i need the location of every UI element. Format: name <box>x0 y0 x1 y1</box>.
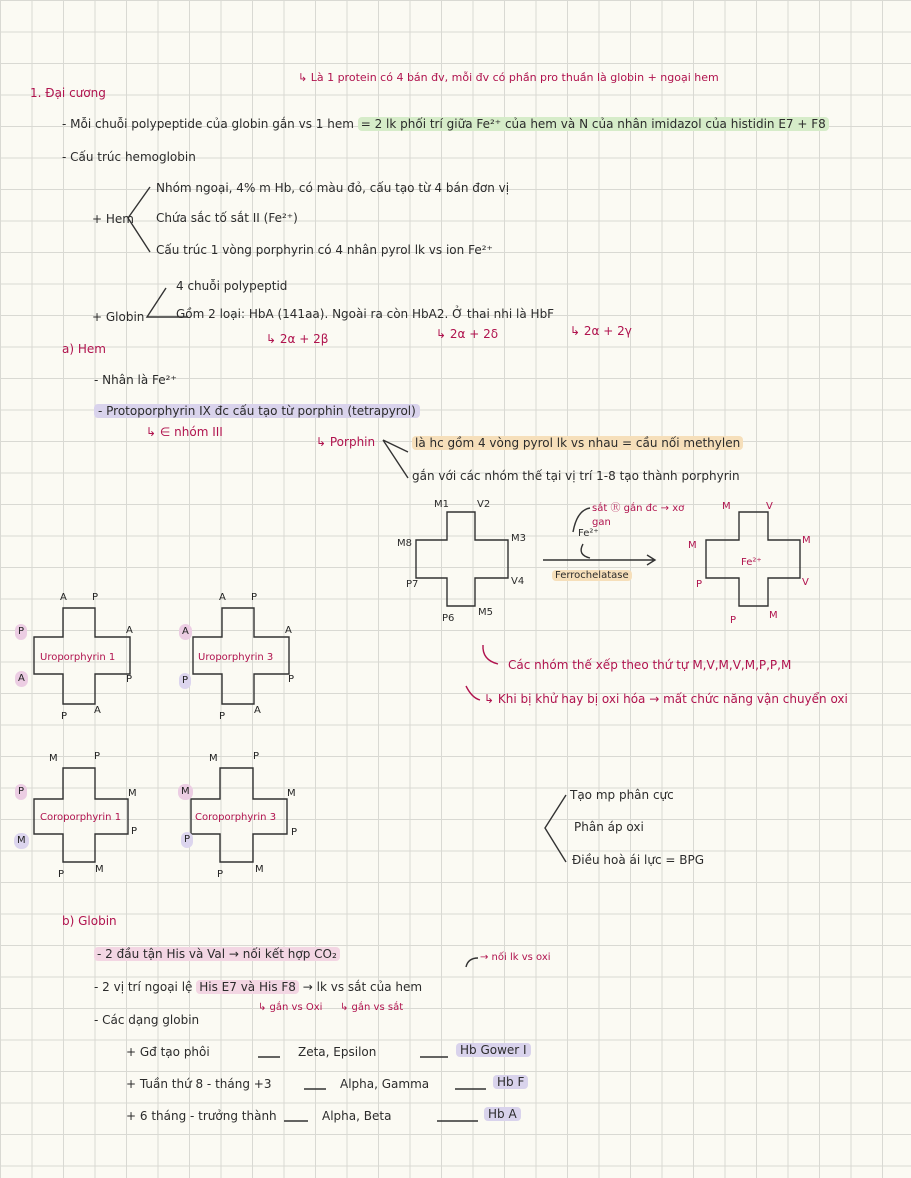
copro3-l5: M <box>255 864 264 875</box>
copro1-l3: M <box>128 788 137 799</box>
hem-a2-sub: ↳ ∈ nhóm III <box>146 425 223 439</box>
rcross-8: M <box>688 540 697 551</box>
uro3-l5: A <box>254 705 261 716</box>
hem-item-1: Nhóm ngoại, 4% m Hb, có màu đỏ, cấu tạo từ 4 bán đơn vị <box>156 181 510 195</box>
enzyme <box>552 569 632 583</box>
lcross-m3: M3 <box>511 533 526 544</box>
fe-label: Fe²⁺ <box>578 528 599 539</box>
section-title-hem: a) Hem <box>62 342 106 356</box>
porphin-line-1-text: là hc gồm 4 vòng pyrol lk vs nhau = cầu nối methylen <box>412 436 743 450</box>
uro1-l3: A <box>126 625 133 636</box>
rcross-4: V <box>802 577 809 588</box>
lcross-p7: P7 <box>406 579 419 590</box>
line1-a: Mỗi chuỗi polypeptide của globin gắn vs 1 hem <box>70 117 354 131</box>
glb2-pre: - 2 vị trí ngoại lệ <box>94 980 193 994</box>
rcross-3: M <box>802 535 811 546</box>
form-3-hb <box>484 1107 521 1121</box>
uro1-l8: P <box>15 624 27 640</box>
uro1-l5: A <box>94 705 101 716</box>
copro1-l2: P <box>94 751 101 762</box>
bpg-brace <box>545 795 566 862</box>
globin-label: + Globin <box>92 310 145 324</box>
copro1-l8: P <box>15 784 27 800</box>
enzyme-name: Ferrochelatase <box>552 570 632 581</box>
copro1-name: Coroporphyrin 1 <box>40 812 122 823</box>
form-1-chains: Zeta, Epsilon <box>298 1045 377 1059</box>
uro1-l6: P <box>61 711 68 722</box>
copro3-l3: M <box>287 788 296 799</box>
glb2-up: → nối lk vs oxi <box>480 952 551 963</box>
uro1-l2: P <box>92 592 99 603</box>
uro3-l8: A <box>179 624 192 640</box>
form-3-chains: Alpha, Beta <box>322 1109 392 1123</box>
copro1-l7: M <box>14 833 29 849</box>
uro3-l3: A <box>285 625 292 636</box>
glb2-sub1: ↳ gắn vs Oxi <box>258 1002 323 1013</box>
porphin-brace <box>383 440 408 478</box>
form-3-hb-text: Hb A <box>484 1107 521 1121</box>
hem-item-2: Chứa sắc tố sắt II (Fe²⁺) <box>156 211 298 225</box>
copro3-l2: P <box>253 751 260 762</box>
glb2-sub2: ↳ gắn vs sắt <box>340 1002 404 1013</box>
form-2-chains: Alpha, Gamma <box>340 1077 430 1091</box>
bpg-item-2: Phân áp oxi <box>574 820 644 834</box>
copro3-l8: M <box>178 784 193 800</box>
copro3-l7: P <box>181 832 193 848</box>
rcross-2: V <box>766 501 773 512</box>
hem-item-3: Cấu trúc 1 vòng porphyrin có 4 nhân pyrol lk vs ion Fe²⁺ <box>156 243 493 257</box>
form-2-hb <box>493 1075 528 1089</box>
hem-label: + Hem <box>92 212 134 226</box>
lcross-m5: M5 <box>478 607 493 618</box>
section-title-overview: 1. Đại cương <box>30 86 106 100</box>
porphin-cross-left <box>416 512 508 606</box>
form-3-stage: + 6 tháng - trưởng thành <box>126 1109 277 1123</box>
copro3-l4: P <box>291 827 298 838</box>
uro3-l7: P <box>179 673 191 689</box>
copro1-l5: M <box>95 864 104 875</box>
form-2-hb-text: Hb F <box>493 1075 528 1089</box>
section-title-globin: b) Globin <box>62 914 117 928</box>
lcross-m1: M1 <box>434 499 449 510</box>
hem-a1: - Nhân là Fe²⁺ <box>94 373 177 387</box>
porphin-line-1 <box>412 436 743 450</box>
hem-a2 <box>94 404 420 418</box>
copro3-name: Coroporphyrin 3 <box>195 812 277 823</box>
uro1-l1: A <box>60 592 67 603</box>
fe-note: sắt Ⓡ gắn đc → xơ gan <box>592 503 685 528</box>
globin-item-1: 4 chuỗi polypeptid <box>176 279 288 293</box>
copro1-l6: P <box>58 869 65 880</box>
porphin-line-2: gắn với các nhóm thế tại vị trí 1-8 tạo thành porphyrin <box>412 469 740 483</box>
copro3-l6: P <box>217 869 224 880</box>
uro3-l1: A <box>219 592 226 603</box>
line1: - Mỗi chuỗi polypeptide của globin gắn vs 1 hem = 2 lk phối trí giữa Fe²⁺ của hem và N của nhân imidazol của histidin E7 + F8 <box>62 117 829 131</box>
rcross-7: P <box>696 579 703 590</box>
form-2-stage: + Tuần thứ 8 - tháng +3 <box>126 1077 272 1091</box>
form-1-hb-text: Hb Gower I <box>456 1043 531 1057</box>
copro3-l1: M <box>209 753 218 764</box>
glb2-post: → lk vs sắt của hem <box>302 980 423 994</box>
lcross-p6: P6 <box>442 613 455 624</box>
bpg-item-3: Điều hoà ái lực = BPG <box>572 853 705 867</box>
note-top: ↳ Là 1 protein có 4 bán đv, mỗi đv có phần pro thuần là globin + ngoại hem <box>298 71 719 84</box>
copro1-l4: P <box>131 826 138 837</box>
uro1-l7: A <box>15 671 28 687</box>
rcross-5: M <box>769 610 778 621</box>
uro1-name: Uroporphyrin 1 <box>40 652 116 663</box>
line1-b: = 2 lk phối trí giữa Fe²⁺ của hem và N của nhân imidazol của histidin E7 + F8 <box>358 117 829 131</box>
uro3-name: Uroporphyrin 3 <box>198 652 274 663</box>
uro3-l6: P <box>219 711 226 722</box>
copro1-l1: M <box>49 753 58 764</box>
uro1-l4: P <box>126 674 133 685</box>
bpg-item-1: Tạo mp phân cực <box>570 788 674 802</box>
globin-item-2: Gồm 2 loại: HbA (141aa). Ngoài ra còn HbA2. Ở thai nhi là HbF <box>176 307 555 321</box>
glb2 <box>94 980 422 994</box>
line2: - Cấu trúc hemoglobin <box>62 150 196 164</box>
order-note: Các nhóm thế xếp theo thứ tự M,V,M,V,M,P,P,M <box>508 658 792 672</box>
glb2-hl: His E7 và His F8 <box>196 980 299 994</box>
lcross-v4: V4 <box>511 576 525 587</box>
form-1-hb <box>456 1043 531 1057</box>
reaction-arrow <box>543 555 655 565</box>
glb1 <box>94 947 340 961</box>
uro3-l4: P <box>288 674 295 685</box>
rcross-6: P <box>730 615 737 626</box>
globin-sub-2: ↳ 2α + 2δ <box>436 327 499 341</box>
globin-sub-1: ↳ 2α + 2β <box>266 332 329 346</box>
globin-sub-3: ↳ 2α + 2γ <box>570 324 632 338</box>
rcross-1: M <box>722 501 731 512</box>
oxi-note: ↳ Khi bị khử hay bị oxi hóa → mất chức năng vận chuyển oxi <box>484 692 848 706</box>
lcross-v2: V2 <box>477 499 491 510</box>
glb1-text: - 2 đầu tận His và Val → nối kết hợp CO₂ <box>94 947 340 961</box>
uro3-l2: P <box>251 592 258 603</box>
glb3: - Các dạng globin <box>94 1013 200 1027</box>
rcross-fe: Fe²⁺ <box>741 557 762 568</box>
hem-a2-text: - Protoporphyrin IX đc cấu tạo từ porphin (tetrapyrol) <box>94 404 420 418</box>
lcross-m8: M8 <box>397 538 412 549</box>
porphin-label: ↳ Porphin <box>316 435 376 449</box>
form-1-stage: + Gđ tạo phôi <box>126 1045 210 1059</box>
